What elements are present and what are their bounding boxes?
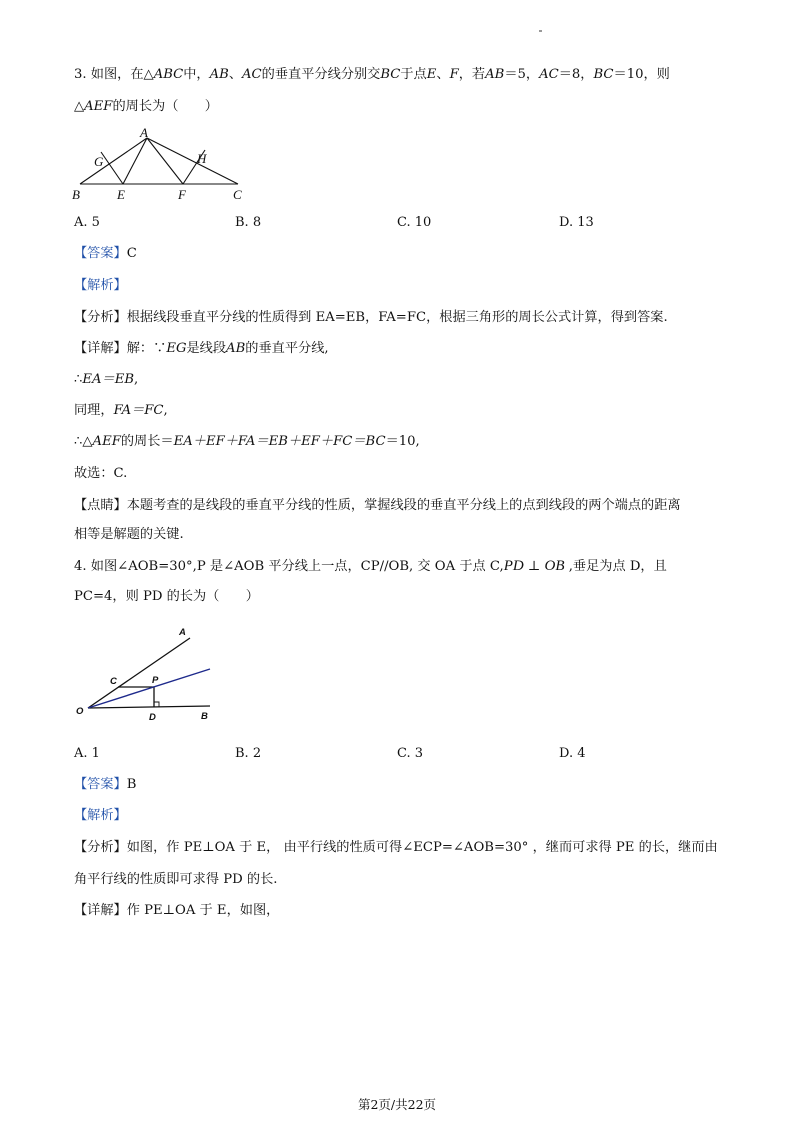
q4-analysis-line1: 【分析】如图，作 PE⊥OA 于 E， 由平行线的性质可得∠ECP=∠AOB=30° ，继而可求得 PE 的长，继而由	[74, 840, 718, 855]
q4-option-c[interactable]: C. 3	[397, 746, 424, 761]
q3-option-b[interactable]: B. 8	[235, 215, 262, 230]
q3-jiexi: 【解析】	[74, 278, 127, 293]
label-a: A	[140, 125, 148, 140]
q4-answer: 【答案】B	[74, 777, 137, 792]
q4-detail: 【详解】作 PE⊥OA 于 E，如图，	[74, 903, 280, 918]
q4-option-d[interactable]: D. 4	[559, 746, 586, 761]
label-d: D	[149, 712, 156, 723]
label-a: A	[179, 627, 186, 638]
q4-analysis-line2: 角平行线的性质即可求得 PD 的长.	[74, 872, 278, 887]
label-b: B	[201, 711, 208, 722]
q4-jiexi: 【解析】	[74, 808, 127, 823]
label-c: C	[233, 187, 242, 202]
q3-option-c[interactable]: C. 10	[397, 215, 432, 230]
q3-option-a[interactable]: A. 5	[74, 215, 100, 230]
page-footer: 第2页/共22页	[357, 1097, 437, 1112]
q4-option-b[interactable]: B. 2	[235, 746, 262, 761]
segment-ae	[123, 138, 147, 184]
label-b: B	[72, 187, 80, 202]
q3-analysis: 【分析】根据线段垂直平分线的性质得到 EA=EB，FA=FC，根据三角形的周长公式计算，得到答案.	[74, 310, 668, 325]
segment-af	[147, 138, 183, 184]
ray-ob	[88, 706, 210, 708]
segment-ac	[147, 138, 238, 184]
q4-angle-figure	[74, 622, 224, 732]
q4-option-a[interactable]: A. 1	[74, 746, 100, 761]
q3-option-d[interactable]: D. 13	[559, 215, 594, 230]
label-c: C	[110, 676, 117, 687]
label-e: E	[117, 187, 125, 202]
q3-comment-line2: 相等是解题的关键.	[74, 527, 184, 542]
label-p: P	[152, 675, 159, 686]
q3-choose: 故选：C.	[74, 466, 128, 481]
q4-stem-line2: PC=4，则 PD 的长为（ ）	[74, 589, 259, 604]
bisector-op	[88, 669, 210, 708]
corner-mark	[539, 30, 542, 32]
q3-step1: ∴EA＝EB,	[74, 372, 139, 387]
ray-oa	[88, 638, 190, 708]
q3-step2: 同理，FA＝FC,	[74, 403, 168, 418]
q3-answer: 【答案】C	[74, 246, 137, 261]
label-f: F	[178, 187, 186, 202]
q3-comment-line1: 【点睛】本题考查的是线段的垂直平分线的性质，掌握线段的垂直平分线上的点到线段的两个端点的距离	[74, 498, 681, 513]
label-g: G	[94, 154, 104, 169]
q3-detail: 【详解】解：∵EG是线段AB的垂直平分线,	[74, 341, 329, 356]
q3-step3: ∴△AEF的周长＝EA＋EF＋FA＝EB＋EF＋FC＝BC＝10,	[74, 434, 420, 449]
label-o: O	[76, 706, 84, 717]
q4-stem-line1: 4. 如图∠AOB=30°,P 是∠AOB 平分线上一点，CP//OB, 交 OA 于点 C,PD ⊥ OB ,垂足为点 D，且	[74, 558, 667, 574]
segment-ab	[80, 138, 147, 184]
q3-triangle-figure	[70, 124, 260, 204]
q3-stem-line1: 3. 如图，在△ABC中，AB、AC的垂直平分线分别交BC于点E、F，若AB＝5，AC＝8，BC＝10，则	[74, 67, 670, 82]
q3-stem-line2: △AEF的周长为（ ）	[74, 99, 218, 114]
label-h: H	[197, 151, 207, 166]
